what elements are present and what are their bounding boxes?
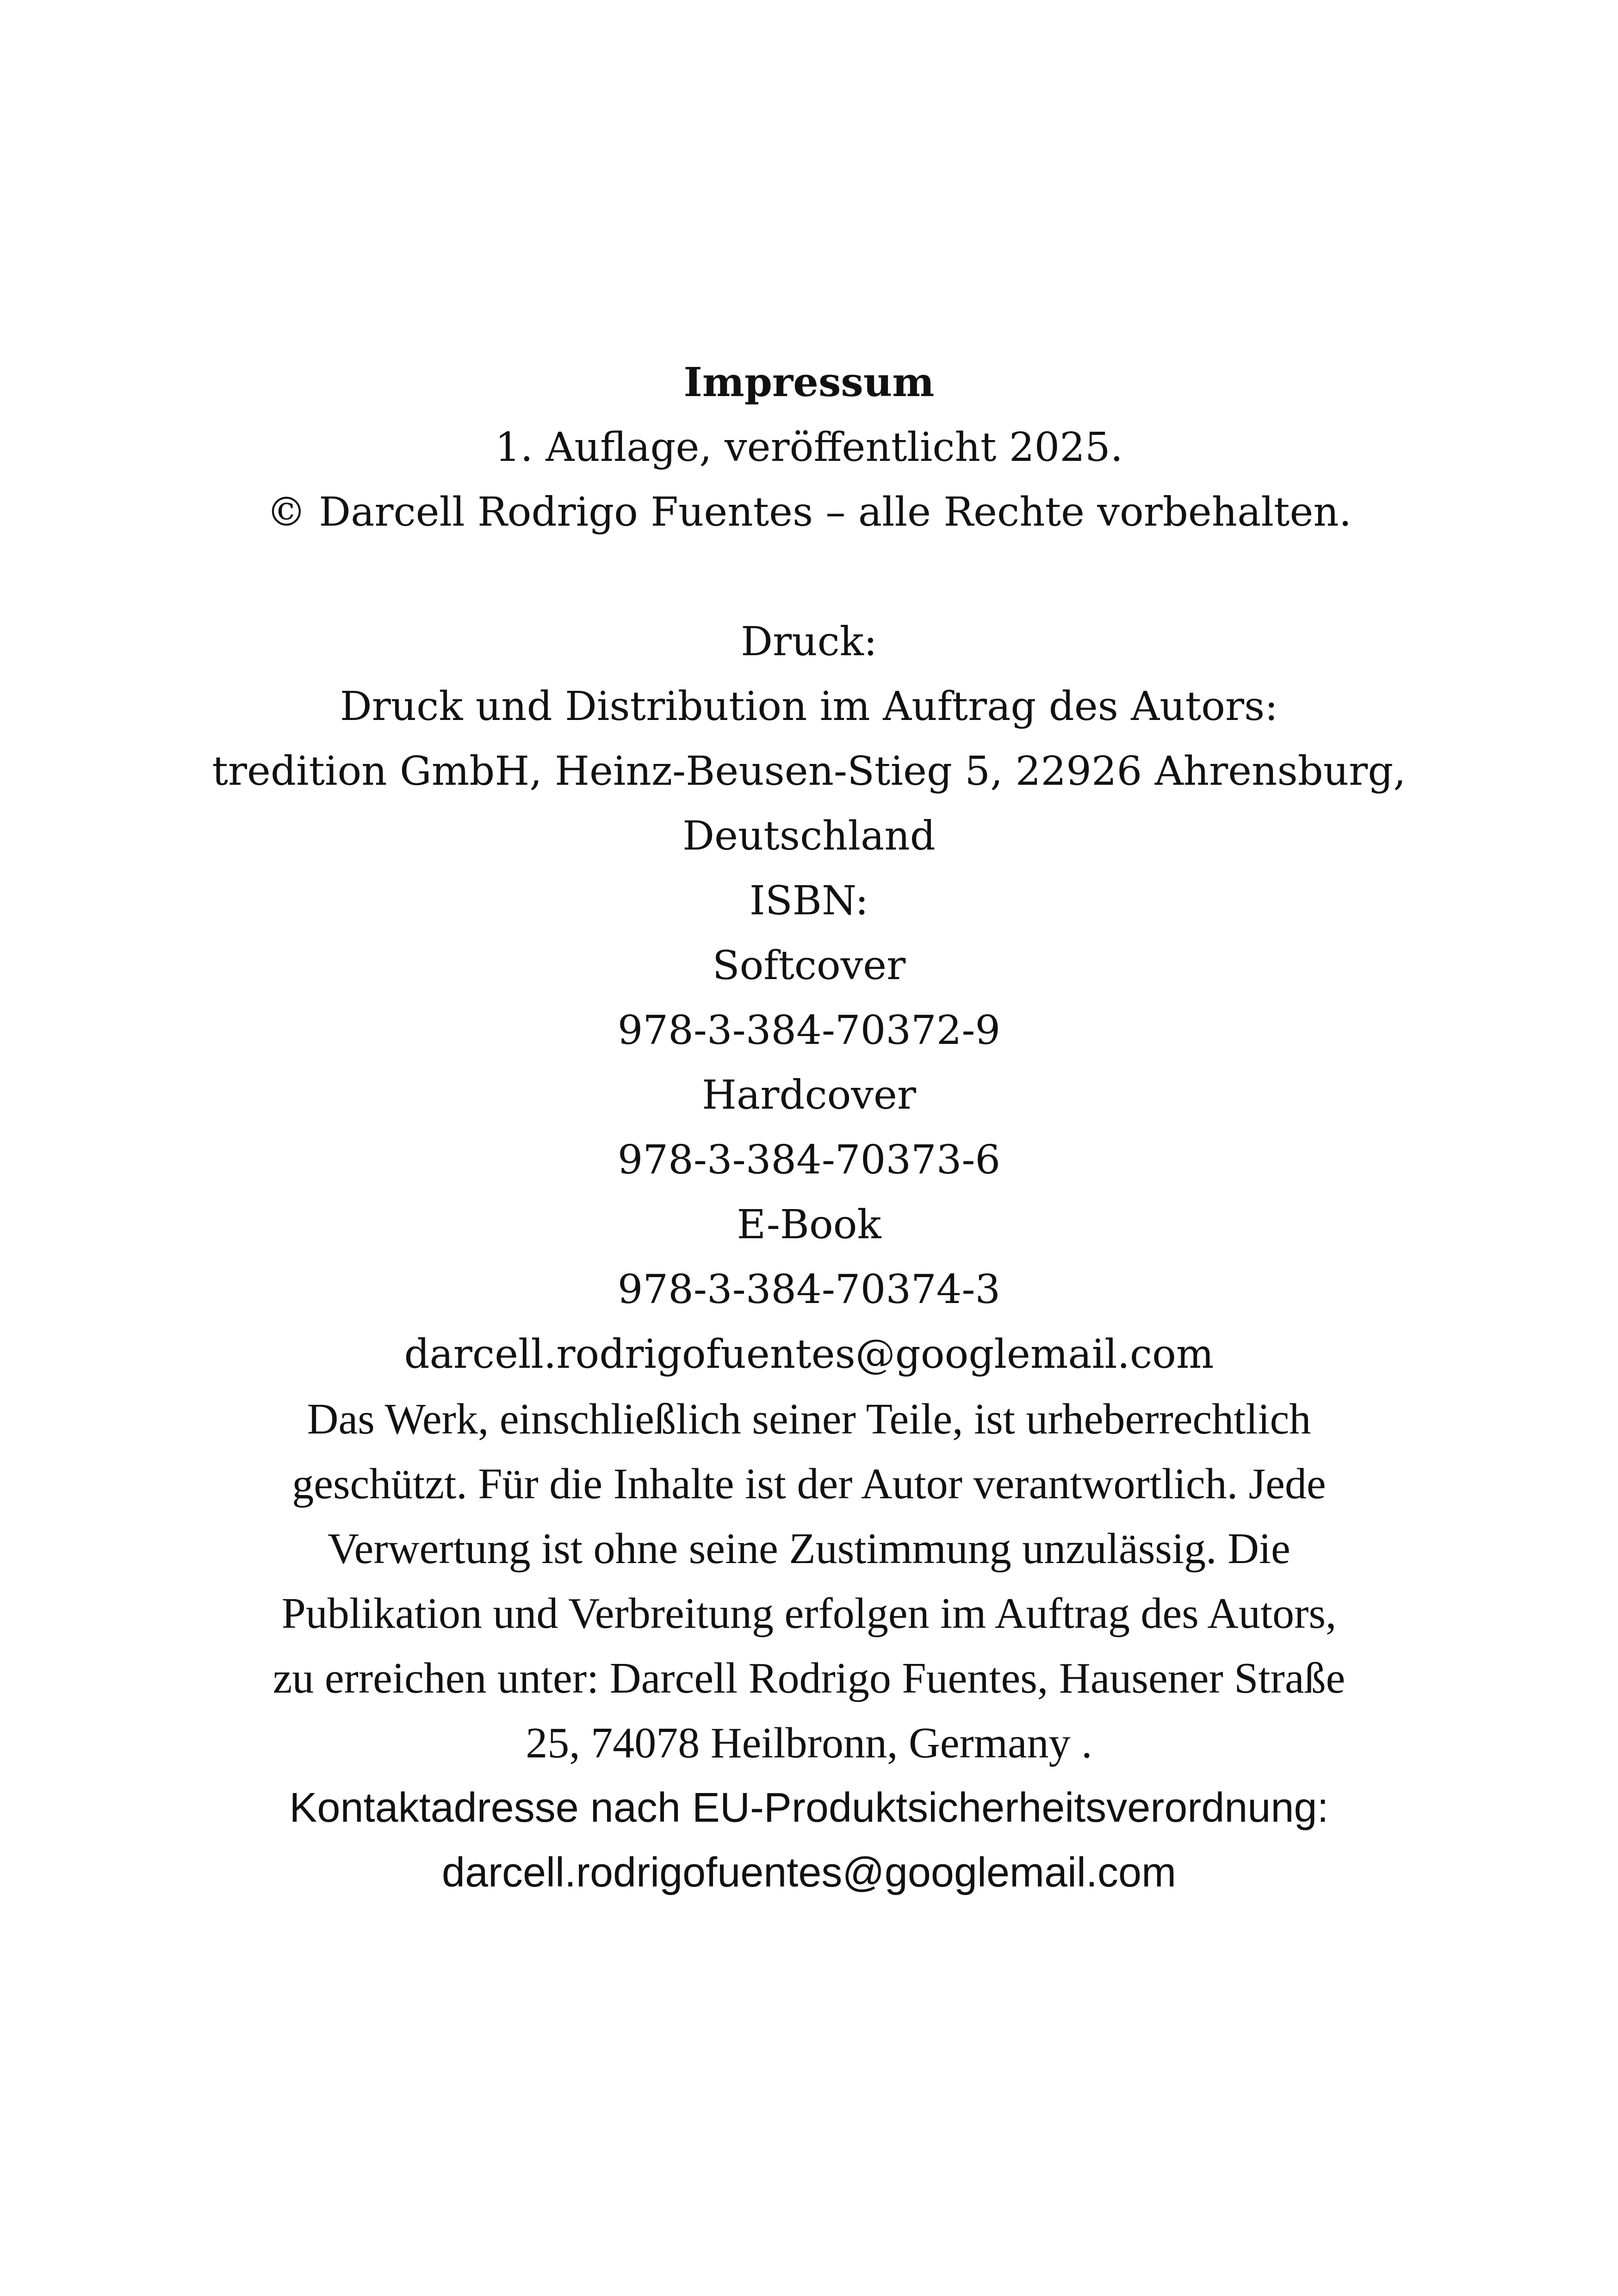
- softcover-label: Softcover: [712, 943, 906, 989]
- edition-line: 1. Auflage, veröffentlicht 2025.: [495, 424, 1123, 471]
- ebook-label: E-Book: [737, 1202, 881, 1248]
- legal-line: Das Werk, einschließlich seiner Teile, ist urheberrechtlich: [307, 1395, 1311, 1443]
- eu-contact-email: darcell.rodrigofuentes@googlemail.com: [441, 1849, 1177, 1896]
- legal-line: zu erreichen unter: Darcell Rodrigo Fuentes, Hausener Straße: [273, 1654, 1345, 1702]
- druck-distribution-line: Druck und Distribution im Auftrag des Autors:: [340, 683, 1278, 730]
- druck-address-line: tredition GmbH, Heinz-Beusen-Stieg 5, 22926 Ahrensburg,: [212, 748, 1406, 794]
- legal-line: Verwertung ist ohne seine Zustimmung unzulässig. Die: [328, 1525, 1290, 1573]
- printing-section: [0, 609, 1618, 1387]
- ebook-isbn: 978-3-384-70374-3: [617, 1266, 1001, 1313]
- legal-line: 25, 74078 Heilbronn, Germany .: [526, 1719, 1092, 1767]
- hardcover-isbn: 978-3-384-70373-6: [617, 1137, 1001, 1183]
- isbn-label: ISBN:: [749, 878, 869, 924]
- druck-country-line: Deutschland: [682, 813, 936, 859]
- impressum-header: [0, 350, 1618, 545]
- legal-notice: [0, 1387, 1618, 1775]
- eu-contact-label: Kontaktadresse nach EU-Produktsicherheitsverordnung:: [289, 1785, 1329, 1831]
- contact-email: darcell.rodrigofuentes@googlemail.com: [404, 1331, 1214, 1378]
- page-title: Impressum: [683, 359, 935, 406]
- softcover-isbn: 978-3-384-70372-9: [617, 1007, 1001, 1054]
- legal-line: geschützt. Für die Inhalte ist der Autor verantwortlich. Jede: [292, 1460, 1326, 1508]
- eu-contact-section: [0, 1775, 1618, 1905]
- legal-line: Publikation und Verbreitung erfolgen im Auftrag des Autors,: [281, 1589, 1337, 1638]
- hardcover-label: Hardcover: [702, 1072, 916, 1118]
- copyright-line: © Darcell Rodrigo Fuentes – alle Rechte vorbehalten.: [266, 489, 1352, 535]
- druck-label: Druck:: [741, 619, 877, 665]
